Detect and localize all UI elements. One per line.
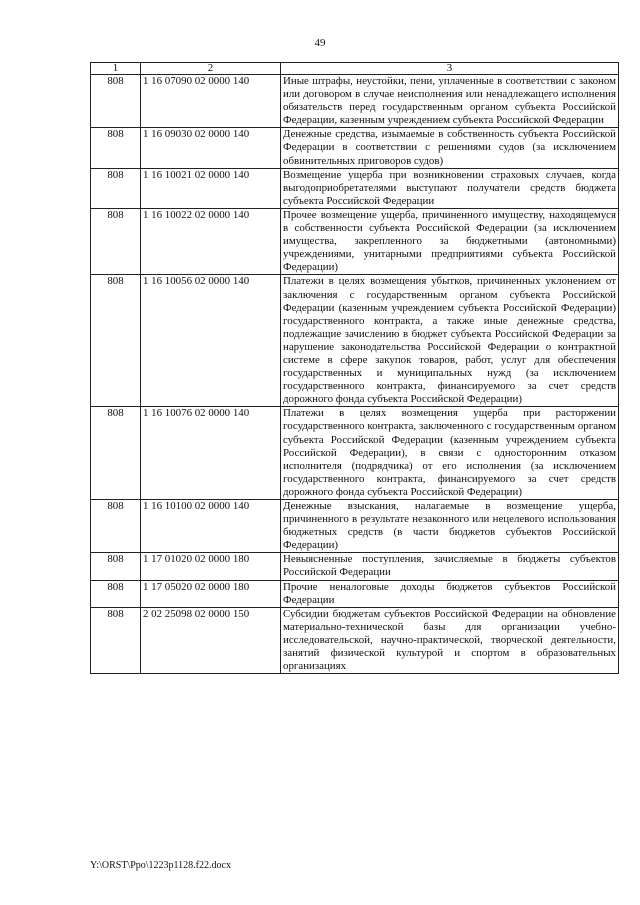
revenue-code: 1 16 10021 02 0000 140 xyxy=(141,168,281,208)
revenue-code: 1 16 09030 02 0000 140 xyxy=(141,128,281,168)
table-row xyxy=(91,580,619,607)
file-path-footer: Y:\ORST\Ppo\1223p1128.f22.docx xyxy=(90,860,231,871)
page-number: 49 xyxy=(314,37,326,49)
revenue-code: 1 17 05020 02 0000 180 xyxy=(141,580,281,607)
revenue-description: Прочие неналоговые доходы бюджетов субъектов Российской Федерации xyxy=(281,580,619,607)
admin-code: 808 xyxy=(91,275,141,407)
revenue-code: 1 16 10056 02 0000 140 xyxy=(141,275,281,407)
column-header-1: 1 xyxy=(91,63,141,75)
revenue-code: 2 02 25098 02 0000 150 xyxy=(141,607,281,673)
revenue-description: Денежные взыскания, налагаемые в возмещение ущерба, причиненного в результате незаконного или нецелевого использования бюджетных средств (в части бюджетов субъектов Российской Федерации) xyxy=(281,500,619,553)
admin-code: 808 xyxy=(91,128,141,168)
table-row xyxy=(91,553,619,580)
table-row xyxy=(91,168,619,208)
table-row xyxy=(91,275,619,407)
table-row xyxy=(91,500,619,553)
admin-code: 808 xyxy=(91,407,141,500)
admin-code: 808 xyxy=(91,208,141,274)
table-header-row xyxy=(91,63,619,75)
revenue-description: Невыясненные поступления, зачисляемые в бюджеты субъектов Российской Федерации xyxy=(281,553,619,580)
table-row xyxy=(91,607,619,673)
revenue-code: 1 16 10076 02 0000 140 xyxy=(141,407,281,500)
table-row xyxy=(91,75,619,128)
revenue-description: Прочее возмещение ущерба, причиненного имуществу, находящемуся в собственности субъекта Российской Федерации (за исключением имущества, закрепленного за бюджетными (автономными) учреждениями, унитарными предприятиями субъекта Российской Федерации) xyxy=(281,208,619,274)
revenue-codes-table xyxy=(90,62,619,674)
admin-code: 808 xyxy=(91,607,141,673)
table-row xyxy=(91,407,619,500)
revenue-description: Платежи в целях возмещения ущерба при расторжении государственного контракта, заключенного с государственным органом субъекта Российской Федерации (казенным учреждением субъекта Российской Федерации), в связи с односторонним отказом исполнителя (подрядчика) от его исполнения (за исключением государственного контракта, финансируемого за счет средств дорожного фонда субъекта Российской Федерации) xyxy=(281,407,619,500)
revenue-description: Субсидии бюджетам субъектов Российской Федерации на обновление материально-технической базы для организации учебно-исследовательской, научно-практической, творческой деятельности, занятий физической культурой и спортом в образовательных организациях xyxy=(281,607,619,673)
admin-code: 808 xyxy=(91,553,141,580)
revenue-code: 1 16 10022 02 0000 140 xyxy=(141,208,281,274)
revenue-description: Иные штрафы, неустойки, пени, уплаченные в соответствии с законом или договором в случае неисполнения или ненадлежащего исполнения обязательств перед государственным органом субъекта Российской Федерации, казенным учреждением субъекта Российской Федерации xyxy=(281,75,619,128)
admin-code: 808 xyxy=(91,500,141,553)
admin-code: 808 xyxy=(91,168,141,208)
revenue-code: 1 17 01020 02 0000 180 xyxy=(141,553,281,580)
column-header-3: 3 xyxy=(281,63,619,75)
admin-code: 808 xyxy=(91,75,141,128)
revenue-description: Денежные средства, изымаемые в собственность субъекта Российской Федерации в соответствии с решениями судов (за исключением обвинительных приговоров судов) xyxy=(281,128,619,168)
table-row xyxy=(91,208,619,274)
revenue-description: Возмещение ущерба при возникновении страховых случаев, когда выгодоприобретателями выступают получатели средств бюджета субъекта Российской Федерации xyxy=(281,168,619,208)
table-row xyxy=(91,128,619,168)
revenue-code: 1 16 07090 02 0000 140 xyxy=(141,75,281,128)
column-header-2: 2 xyxy=(141,63,281,75)
admin-code: 808 xyxy=(91,580,141,607)
revenue-code: 1 16 10100 02 0000 140 xyxy=(141,500,281,553)
revenue-description: Платежи в целях возмещения убытков, причиненных уклонением от заключения с государственным органом субъекта Российской Федерации (казенным учреждением субъекта Российской Федерации) государственного контракта, а также иные денежные средства, подлежащие зачислению в бюджет субъекта Российской Федерации за нарушение законодательства Российской Федерации о контрактной системе в сфере закупок товаров, работ, услуг для обеспечения государственных и муниципальных нужд (за исключением государственного контракта, финансируемого за счет средств дорожного фонда субъекта Российской Федерации) xyxy=(281,275,619,407)
